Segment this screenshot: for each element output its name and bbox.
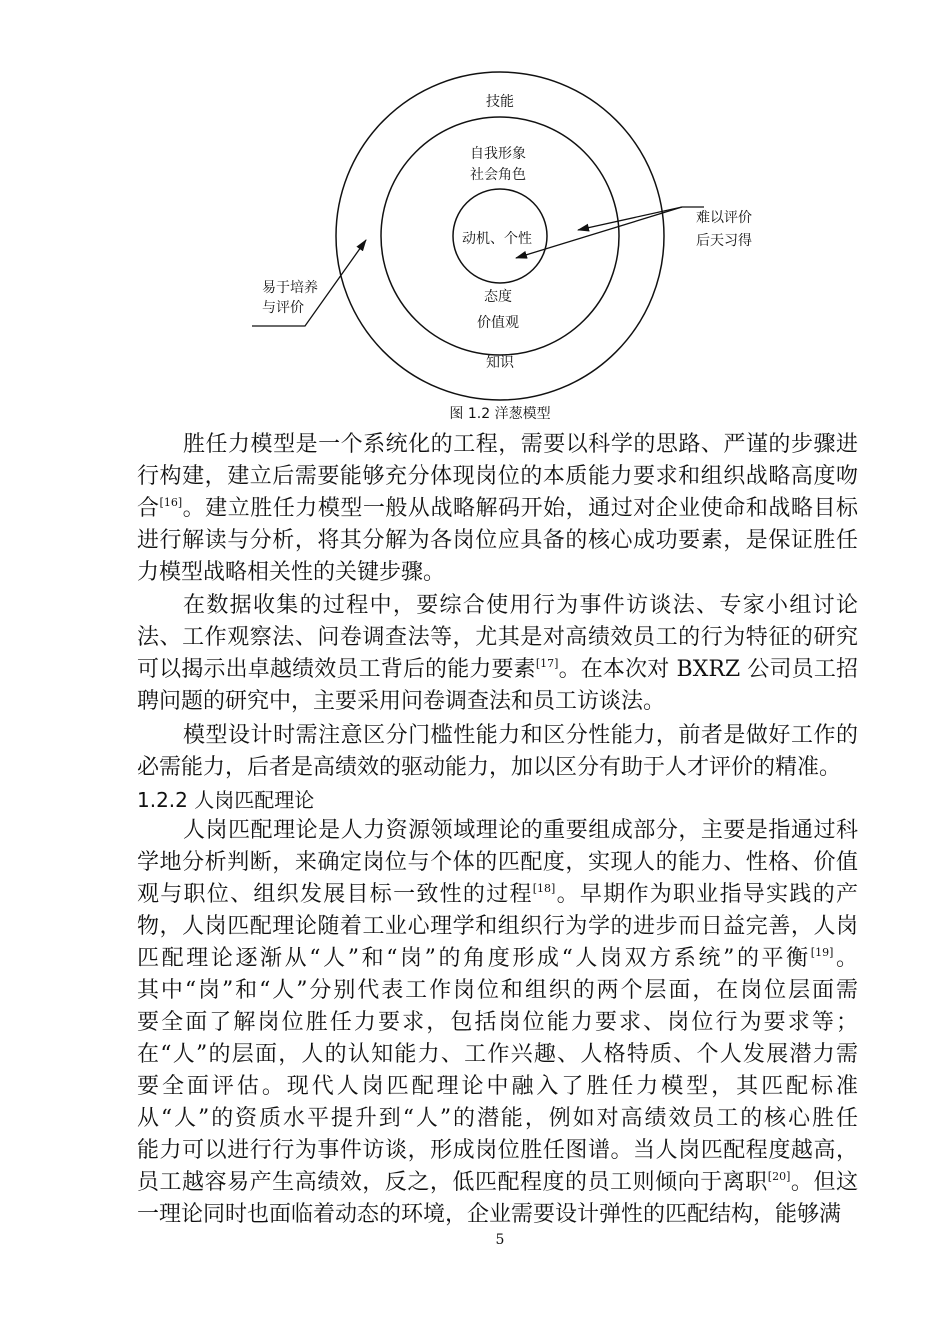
text-line bbox=[137, 1167, 858, 1199]
label-skills: 技能 bbox=[486, 94, 514, 110]
label-acquired-later: 后天习得 bbox=[696, 233, 752, 249]
label-and-evaluate: 与评价 bbox=[262, 300, 304, 316]
text-run: 能力可以进行行为事件访谈，形成岗位胜任图谱。当人岗匹配程度越高， bbox=[137, 1138, 858, 1163]
text-run: 法、工作观察法、问卷调查法等，尤其是对高绩效员工的行为特征的研究 bbox=[137, 625, 858, 650]
text-run: 从“人”的资质水平提升到“人”的潜能，例如对高绩效员工的核心胜任 bbox=[137, 1106, 858, 1131]
text-run: 。 bbox=[833, 946, 858, 971]
text-run: 合 bbox=[137, 496, 160, 521]
text-run: 。但这 bbox=[790, 1170, 858, 1195]
text-run: 可以揭示出卓越绩效员工背后的能力要素 bbox=[137, 657, 536, 682]
text-line bbox=[137, 911, 858, 943]
text-run: 。早期作为职业指导实践的产 bbox=[555, 882, 858, 907]
text-run: 模型设计时需注意区分门槛性能力和区分性能力，前者是做好工作的 bbox=[183, 723, 858, 748]
citation: [16] bbox=[159, 496, 183, 509]
label-hard-to-evaluate: 难以评价 bbox=[696, 210, 752, 226]
label-knowledge: 知识 bbox=[486, 355, 514, 371]
onion-model-figure bbox=[0, 0, 950, 410]
figure-caption: 图 1.2 洋葱模型 bbox=[449, 406, 551, 422]
text-run: 匹配理论逐渐从“人”和“岗”的角度形成“人岗双方系统”的平衡 bbox=[137, 946, 811, 971]
text-run: 物，人岗匹配理论随着工业心理学和组织行为学的进步而日益完善，人岗 bbox=[137, 914, 858, 939]
text-run: 要全面了解岗位胜任力要求，包括岗位能力要求、岗位行为要求等； bbox=[137, 1010, 858, 1035]
text-run: 在数据收集的过程中，要综合使用行为事件访谈法、专家小组讨论 bbox=[183, 593, 858, 618]
text-line bbox=[137, 525, 858, 557]
text-run: 员工越容易产生高绩效，反之，低匹配程度的员工则倾向于离职 bbox=[137, 1170, 768, 1195]
text-run: 力模型战略相关性的关键步骤。 bbox=[137, 560, 446, 585]
text-run: 。建立胜任力模型一般从战略解码开始，通过对企业使命和战略目标 bbox=[182, 496, 858, 521]
text-run: 学地分析判断，来确定岗位与个体的匹配度，实现人的能力、性格、价值 bbox=[137, 850, 858, 875]
label-motive-trait: 动机、个性 bbox=[462, 231, 532, 247]
right-arrow-2 bbox=[516, 207, 682, 258]
text-run: 观与职位、组织发展目标一致性的过程 bbox=[137, 882, 533, 907]
label-attitude: 态度 bbox=[484, 289, 512, 305]
text-line bbox=[137, 1039, 858, 1071]
citation: [20] bbox=[767, 1170, 791, 1183]
text-run: 要全面评估。现代人岗匹配理论中融入了胜任力模型，其匹配标准 bbox=[137, 1074, 858, 1099]
text-line bbox=[137, 1071, 858, 1103]
text-line bbox=[137, 943, 858, 975]
section-heading: 1.2.2 人岗匹配理论 bbox=[137, 788, 315, 812]
text-line bbox=[137, 879, 858, 911]
text-line bbox=[137, 847, 858, 879]
citation: [17] bbox=[535, 657, 559, 670]
text-line bbox=[137, 975, 858, 1007]
text-line bbox=[137, 1007, 858, 1039]
page-number: 5 bbox=[495, 1232, 505, 1248]
citation: [18] bbox=[532, 882, 556, 895]
text-line bbox=[137, 461, 858, 493]
citation: [19] bbox=[810, 946, 834, 959]
text-run: 。在本次对 BXRZ 公司员工招 bbox=[558, 657, 858, 682]
text-run: 在“人”的层面，人的认知能力、工作兴趣、人格特质、个人发展潜力需 bbox=[137, 1042, 858, 1067]
label-self-image: 自我形象 bbox=[470, 146, 526, 162]
label-social-role: 社会角色 bbox=[470, 167, 526, 183]
text-line bbox=[137, 815, 858, 847]
text-line bbox=[137, 752, 858, 784]
text-run: 一理论同时也面临着动态的环境，企业需要设计弹性的匹配结构，能够满 bbox=[137, 1202, 842, 1227]
text-run: 人岗匹配理论是人力资源领域理论的重要组成部分，主要是指通过科 bbox=[183, 818, 858, 843]
label-easy-to-train: 易于培养 bbox=[262, 280, 318, 296]
text-line bbox=[137, 429, 858, 461]
text-line bbox=[137, 1103, 858, 1135]
text-run: 聘问题的研究中，主要采用问卷调查法和员工访谈法。 bbox=[137, 689, 666, 714]
text-line bbox=[137, 686, 858, 718]
text-line bbox=[137, 1199, 858, 1231]
text-line bbox=[137, 654, 858, 686]
text-line bbox=[137, 622, 858, 654]
text-run: 进行解读与分析，将其分解为各岗位应具备的核心成功要素，是保证胜任 bbox=[137, 528, 858, 553]
text-run: 其中“岗”和“人”分别代表工作岗位和组织的两个层面，在岗位层面需 bbox=[137, 978, 858, 1003]
right-arrow-1 bbox=[578, 207, 704, 230]
text-line bbox=[137, 720, 858, 752]
text-run: 必需能力，后者是高绩效的驱动能力，加以区分有助于人才评价的精准。 bbox=[137, 755, 842, 780]
text-run: 行构建，建立后需要能够充分体现岗位的本质能力要求和组织战略高度吻 bbox=[137, 464, 858, 489]
text-line bbox=[137, 557, 858, 589]
text-line bbox=[137, 493, 858, 525]
text-line bbox=[137, 1135, 858, 1167]
text-line bbox=[137, 590, 858, 622]
text-run: 胜任力模型是一个系统化的工程，需要以科学的思路、严谨的步骤进 bbox=[183, 432, 858, 457]
label-values: 价值观 bbox=[477, 315, 519, 331]
